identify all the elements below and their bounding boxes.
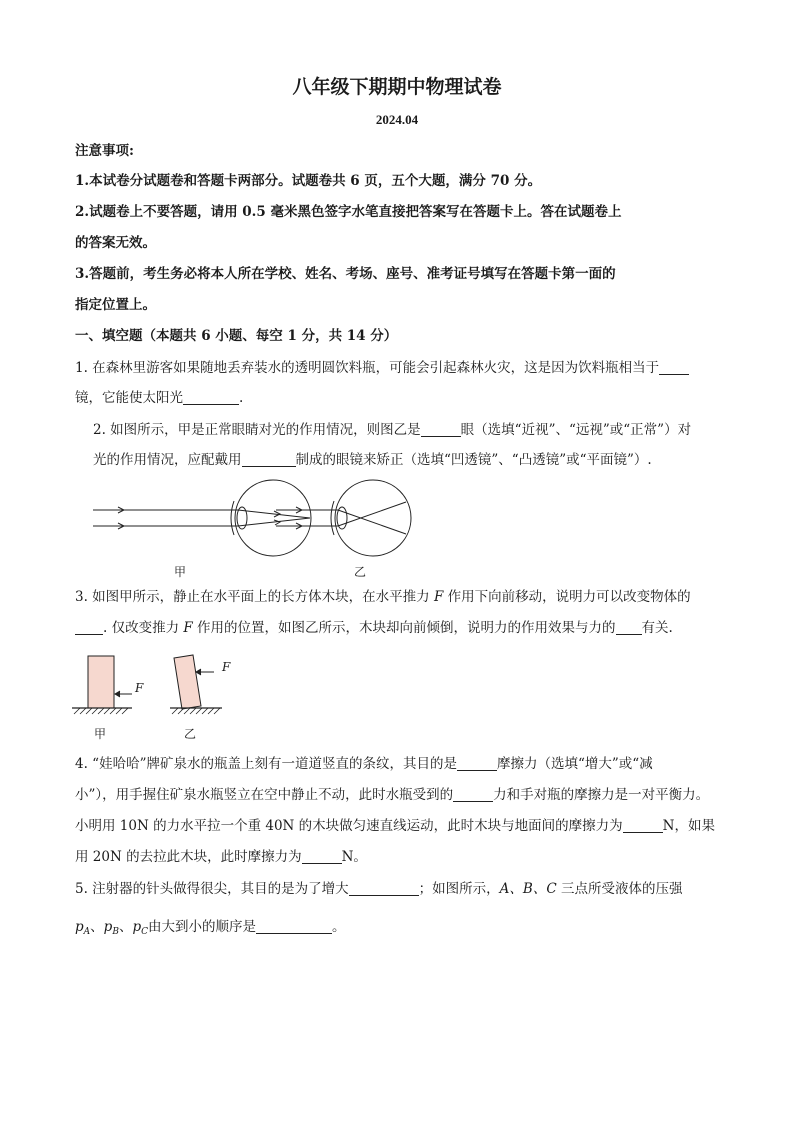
q1-line-2 [75, 389, 243, 407]
q3-blank-2 [616, 620, 642, 635]
q5-text-b-tail: 由大到小的顺序是 [147, 919, 256, 935]
q4-text-a1: 4. “娃哈哈”牌矿泉水的瓶盖上刻有一道道竖直的条纹，其目的是 [75, 756, 457, 772]
q5-line-1 [75, 880, 682, 898]
q2-text-b2: 制成的眼镜来矫正（选填“凹透镜”、“凸透镜”或“平面镜”）. [295, 452, 652, 468]
q2-line-2 [93, 451, 652, 469]
q5-sep-1: 、 [90, 919, 104, 935]
q4-text-b2: 力和手对瓶的摩擦力是一对平衡力。 [493, 787, 710, 803]
q1-blank-2 [183, 390, 239, 405]
q3-var-a: F [433, 589, 444, 605]
q5-blank-1 [349, 881, 419, 896]
q3-fig-label-1: 甲 [94, 727, 107, 741]
q4-text-c1: 小明用 10N 的力水平拉一个重 40N 的木块做匀速直线运动，此时木块与地面间的摩擦力为 [75, 818, 623, 834]
notice-item-2b: 的答案无效。 [75, 235, 156, 251]
q4-text-b1: 小”），用手握住矿泉水瓶竖立在空中静止不动，此时水瓶受到的 [75, 787, 454, 803]
q5-p-c: p [132, 919, 142, 935]
exam-date: 2024.04 [375, 112, 419, 127]
q3-fig-label-2: 乙 [184, 727, 197, 741]
block-diagram [66, 648, 246, 720]
q4-line-3 [75, 817, 715, 835]
q5-p-a: p [75, 919, 84, 935]
section-heading: 一、填空题（本题共 6 小题、每空 1 分，共 14 分） [75, 328, 398, 344]
q4-line-1 [75, 755, 653, 773]
q5-text-a1: 5. 注射器的针头做得很尖，其目的是为了增大 [75, 881, 349, 897]
notice-heading: 注意事项: [75, 143, 134, 159]
q1-line-1 [75, 359, 689, 377]
notice-item-2a: 2.试题卷上不要答题，请用 0.5 毫米黑色签字水笔直接把答案写在答题卡上。答在试题卷上 [75, 204, 622, 220]
block-figure-2 [170, 655, 222, 714]
q2-fig-label-1: 甲 [174, 565, 187, 579]
q5-points: A、B、C [499, 881, 557, 897]
q4-line-2 [75, 786, 709, 804]
eye-myopic [276, 480, 411, 556]
q4-blank-4 [302, 849, 342, 864]
q5-sub-b: B [112, 927, 119, 937]
q3-text-b1: . 仅改变推力 [103, 620, 184, 636]
q4-blank-2 [453, 787, 493, 802]
q4-text-c2: N，如果 [662, 818, 715, 834]
block-figure-1 [72, 656, 132, 714]
q5-text-a4: 三点所受液体的压强 [556, 881, 683, 897]
q5-line-2 [75, 918, 345, 941]
q5-sub-a: A [83, 927, 91, 937]
q4-text-d2: N。 [341, 849, 367, 865]
q1-text-b: 镜，它能使太阳光 [75, 390, 183, 406]
q2-blank-2 [242, 452, 296, 467]
q1-blank-1 [659, 360, 689, 375]
eye-diagram [88, 474, 448, 584]
notice-item-3b: 指定位置上。 [75, 297, 156, 313]
q2-text-b1: 光的作用情况，应配戴用 [93, 452, 242, 468]
q3-text-b2: 作用的位置，如图乙所示，木块却向前倾倒，说明力的作用效果与力的 [192, 620, 616, 636]
exam-title: 八年级下期期中物理试卷 [292, 76, 502, 98]
q5-blank-2 [256, 919, 332, 934]
q4-line-4 [75, 848, 367, 866]
q5-text-a2: ；如图所示， [418, 881, 500, 897]
q5-p-b: p [103, 919, 113, 935]
notice-item-3a: 3.答题前，考生务必将本人所在学校、姓名、考场、座号、准考证号填写在答题卡第一面的 [75, 266, 616, 282]
q2-blank-1 [421, 422, 461, 437]
q2-fig-label-2: 乙 [354, 565, 367, 579]
q1-text-b-end: . [239, 390, 244, 406]
q3-text-a1: 3. 如图甲所示，静止在水平面上的长方体木块，在水平推力 [75, 589, 434, 605]
notice-item-1: 1.本试卷分试题卷和答题卡两部分。试题卷共 6 页，五个大题，满分 70 分。 [75, 173, 542, 189]
q5-text-b-end: 。 [331, 919, 346, 935]
q4-blank-1 [457, 756, 497, 771]
q3-line-1 [75, 588, 691, 606]
q3-text-a2: 作用下向前移动，说明力可以改变物体的 [443, 589, 691, 605]
q1-text-a: 1. 在森林里游客如果随地丢弃装水的透明圆饮料瓶，可能会引起森林火灾，这是因为饮料瓶相当于 [75, 360, 660, 376]
q5-sep-2: 、 [118, 919, 133, 935]
q3-var-b: F [183, 620, 193, 636]
q2-line-1 [93, 421, 691, 439]
q3-force-label-2: F [222, 660, 231, 674]
q4-text-a2: 摩擦力（选填“增大”或“减 [496, 756, 653, 772]
q4-blank-3 [623, 818, 663, 833]
q2-text-a2: 眼（选填“近视”、“远视”或“正常”）对 [460, 422, 692, 438]
eye-normal [93, 480, 311, 556]
q3-line-2 [75, 619, 673, 637]
q4-text-d1: 用 20N 的去拉此木块，此时摩擦力为 [75, 849, 302, 865]
q3-text-b3: 有关. [641, 620, 673, 636]
q5-sub-c: C [141, 927, 148, 937]
q3-blank-1 [75, 620, 103, 635]
q3-force-label-1: F [135, 681, 144, 695]
q2-text-a1: 2. 如图所示，甲是正常眼睛对光的作用情况，则图乙是 [93, 422, 421, 438]
